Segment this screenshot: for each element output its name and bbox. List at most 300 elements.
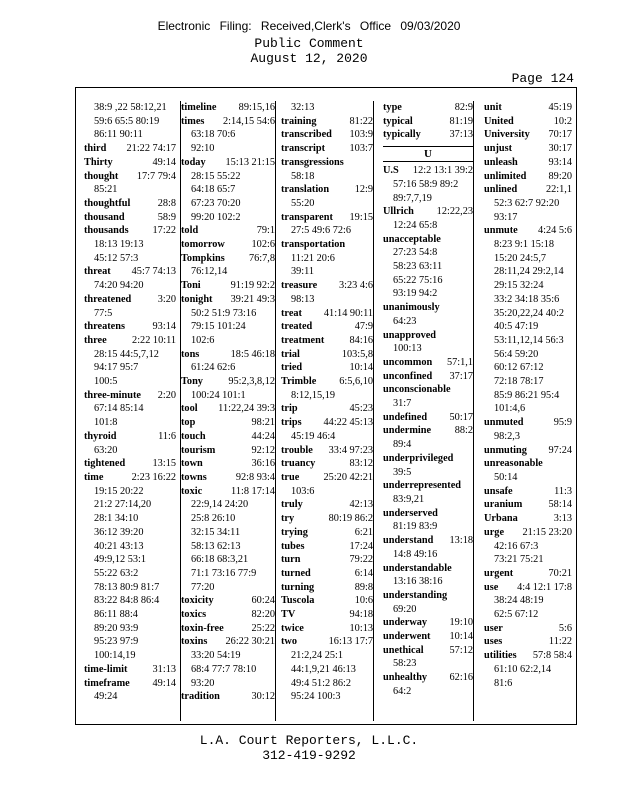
index-continuation-line xyxy=(181,197,275,211)
page-line-refs: 3:23 4:6 xyxy=(338,280,373,292)
index-continuation-line xyxy=(84,115,176,129)
page-line-refs: 92:12 xyxy=(251,444,275,456)
index-entry xyxy=(281,594,373,608)
index-term: understand xyxy=(383,535,434,547)
index-entry xyxy=(281,512,373,526)
index-term: treat xyxy=(281,307,302,319)
index-term: true xyxy=(281,471,300,483)
index-continuation-line xyxy=(281,265,373,279)
index-term: unjust xyxy=(484,143,513,155)
index-continuation-line xyxy=(181,361,275,375)
index-term: underwent xyxy=(383,631,431,643)
index-term: treatment xyxy=(281,334,325,346)
index-term: utilities xyxy=(484,650,517,662)
index-continuation-line xyxy=(484,430,572,444)
page-line-refs: 103:7 xyxy=(349,143,373,155)
index-entry xyxy=(383,644,473,658)
index-term: transportation xyxy=(281,239,346,251)
index-term: tourism xyxy=(181,444,216,456)
page-line-refs: 73:21 75:21 xyxy=(494,554,544,566)
page-line-refs: 66:18 68:3,21 xyxy=(191,554,249,566)
index-entry xyxy=(84,197,176,211)
index-entry xyxy=(484,128,572,142)
page-line-refs: 64:23 xyxy=(393,315,417,327)
page-line-refs: 36:16 xyxy=(251,458,275,470)
page-line-refs: 22:1,1 xyxy=(545,184,572,196)
index-continuation-line xyxy=(181,567,275,581)
page-line-refs: 29:15 32:24 xyxy=(494,280,544,292)
page-line-refs: 77:5 xyxy=(94,307,113,319)
index-continuation-line xyxy=(484,293,572,307)
page-line-refs: 65:22 75:16 xyxy=(393,274,443,286)
index-term: tried xyxy=(281,362,303,374)
page-line-refs: 102:6 xyxy=(191,334,215,346)
page-line-refs: 59:6 65:5 80:19 xyxy=(94,115,160,127)
index-term: training xyxy=(281,115,317,127)
index-continuation-line xyxy=(383,466,473,480)
page-line-refs: 19:15 20:22 xyxy=(94,485,144,497)
page-line-refs: 49:9,12 53:1 xyxy=(94,554,147,566)
index-continuation-line xyxy=(383,397,473,411)
index-entry xyxy=(484,444,572,458)
page-line-refs: 30:17 xyxy=(548,143,572,155)
index-continuation-line xyxy=(383,274,473,288)
page-line-refs: 25:8 26:10 xyxy=(191,513,236,525)
page-line-refs: 52:3 62:7 92:20 xyxy=(494,197,560,209)
index-continuation-line xyxy=(181,649,275,663)
index-continuation-line xyxy=(383,657,473,671)
index-term: town xyxy=(181,458,203,470)
page-line-refs: 10:13 xyxy=(349,622,373,634)
page-line-refs: 19:15 xyxy=(349,211,373,223)
index-continuation-line xyxy=(484,663,572,677)
page-line-refs: 93:20 xyxy=(191,677,215,689)
page-line-refs: 21:2,24 25:1 xyxy=(291,650,344,662)
index-continuation-line xyxy=(484,594,572,608)
page-line-refs: 40:5 47:19 xyxy=(494,321,539,333)
index-continuation-line xyxy=(84,252,176,266)
index-term: undefined xyxy=(383,411,428,423)
index-entry xyxy=(84,156,176,170)
page-line-refs: 58:9 xyxy=(157,211,176,223)
index-entry xyxy=(484,170,572,184)
index-continuation-line xyxy=(84,540,176,554)
page-line-refs: 33:4 97:23 xyxy=(328,444,373,456)
index-term: unreasonable xyxy=(484,458,543,470)
index-term: truancy xyxy=(281,458,316,470)
page-line-refs: 81:6 xyxy=(494,677,513,689)
index-entry xyxy=(181,238,275,252)
index-continuation-line xyxy=(484,211,572,225)
index-continuation-line xyxy=(84,553,176,567)
index-entry xyxy=(281,457,373,471)
index-continuation-line xyxy=(281,663,373,677)
index-entry xyxy=(281,156,373,170)
page-line-refs: 95:24 100:3 xyxy=(291,691,341,703)
index-term: threat xyxy=(84,266,111,278)
index-continuation-line xyxy=(84,416,176,430)
index-continuation-line xyxy=(484,389,572,403)
page-line-refs: 55:20 xyxy=(291,197,315,209)
index-entry xyxy=(181,293,275,307)
index-entry xyxy=(281,553,373,567)
index-entry xyxy=(281,581,373,595)
page-line-refs: 2:20 xyxy=(157,389,176,401)
index-continuation-line xyxy=(181,183,275,197)
index-term: unlimited xyxy=(484,170,527,182)
index-continuation-line xyxy=(84,635,176,649)
index-continuation-line xyxy=(383,493,473,507)
index-continuation-line xyxy=(84,128,176,142)
index-entry xyxy=(484,567,572,581)
filing-stamp: Electronic Filing: Received,Clerk's Office 09/03/2020 xyxy=(157,19,461,33)
page-line-refs: 63:18 70:6 xyxy=(191,129,236,141)
index-term: towns xyxy=(181,471,207,483)
page-line-refs: 45:19 xyxy=(548,102,572,113)
page-line-refs: 85:9 86:21 95:4 xyxy=(494,389,560,401)
page-line-refs: 39:5 xyxy=(393,466,412,478)
index-entry xyxy=(84,677,176,691)
index-term: thought xyxy=(84,170,119,182)
page-line-refs: 27:23 54:8 xyxy=(393,247,438,259)
page-line-refs: 60:12 67:12 xyxy=(494,362,544,374)
index-entry xyxy=(484,416,572,430)
page-line-refs: 10:14 xyxy=(449,631,473,643)
page-line-refs: 26:22 30:21 xyxy=(225,636,275,648)
page-line-refs: 13:16 38:16 xyxy=(393,576,443,588)
index-term: unhealthy xyxy=(383,672,428,684)
index-entry xyxy=(484,526,572,540)
page-line-refs: 95:9 xyxy=(553,417,572,429)
page-line-refs: 89:20 93:9 xyxy=(94,622,139,634)
index-continuation-line xyxy=(181,307,275,321)
page-line-refs: 64:18 65:7 xyxy=(191,184,236,196)
index-entry xyxy=(84,211,176,225)
page-line-refs: 103:9 xyxy=(349,129,373,141)
page-line-refs: 50:17 xyxy=(449,411,473,423)
index-term: thousand xyxy=(84,211,125,223)
index-entry xyxy=(181,608,275,622)
index-continuation-line xyxy=(84,375,176,389)
page-line-refs: 4:4 12:1 17:8 xyxy=(517,581,572,593)
page-line-refs: 70:21 xyxy=(548,567,572,579)
page-line-refs: 14:8 49:16 xyxy=(393,548,438,560)
index-term: top xyxy=(181,417,196,429)
index-term: uranium xyxy=(484,499,523,511)
page-line-refs: 10:14 xyxy=(349,362,373,374)
index-term: typically xyxy=(383,129,421,141)
index-entry xyxy=(84,265,176,279)
page-line-refs: 11:3 xyxy=(554,485,572,497)
index-continuation-line xyxy=(84,594,176,608)
page-line-refs: 101:4,6 xyxy=(494,403,526,415)
index-entry xyxy=(181,622,275,636)
index-entry xyxy=(181,457,275,471)
index-entry xyxy=(281,567,373,581)
index-term: undermine xyxy=(383,425,432,437)
page-line-refs: 58:14 xyxy=(548,499,572,511)
index-term: United xyxy=(484,115,514,127)
page-line-refs: 103:6 xyxy=(291,485,315,497)
index-continuation-line xyxy=(181,142,275,156)
title-line: Public Comment xyxy=(254,36,364,51)
page-line-refs: 57:8 58:4 xyxy=(532,650,572,662)
index-entry xyxy=(181,594,275,608)
page-line-refs: 70:17 xyxy=(548,129,572,141)
index-entry xyxy=(181,348,275,362)
page-line-refs: 47:9 xyxy=(354,321,373,333)
page-line-refs: 37:17 xyxy=(449,370,473,382)
page-line-refs: 49:4 51:2 86:2 xyxy=(291,677,352,689)
index-continuation-line xyxy=(181,677,275,691)
page-line-refs: 28:1 34:10 xyxy=(94,513,139,525)
index-term: transparent xyxy=(281,211,333,223)
index-entry xyxy=(383,101,473,115)
page-line-refs: 55:22 63:2 xyxy=(94,567,139,579)
index-entry xyxy=(281,635,373,649)
index-continuation-line xyxy=(84,512,176,526)
page-line-refs: 18:13 19:13 xyxy=(94,239,144,251)
document-title xyxy=(0,36,618,66)
page-line-refs: 64:2 xyxy=(393,685,412,697)
index-term: toxin-free xyxy=(181,622,224,634)
index-term: TV xyxy=(281,609,296,621)
page-line-refs: 36:12 39:20 xyxy=(94,526,144,538)
page-line-refs: 89:4 xyxy=(393,439,412,451)
page-line-refs: 57:1,1 xyxy=(446,356,473,368)
index-term: timeframe xyxy=(84,677,130,689)
page-line-refs: 31:7 xyxy=(393,398,412,410)
page-line-refs: 18:5 46:18 xyxy=(230,348,275,360)
index-continuation-line xyxy=(383,219,473,233)
page-line-refs: 37:13 xyxy=(449,129,473,141)
page-line-refs: 68:4 77:7 78:10 xyxy=(191,663,257,675)
page-number: Page 124 xyxy=(511,71,574,86)
page-line-refs: 100:24 101:1 xyxy=(191,389,246,401)
index-continuation-line xyxy=(484,677,572,691)
index-entry xyxy=(484,156,572,170)
page-line-refs: 42:16 67:3 xyxy=(494,540,539,552)
index-box xyxy=(75,87,577,725)
index-column-1 xyxy=(84,101,181,721)
index-term: unethical xyxy=(383,644,424,656)
page-line-refs: 94:17 95:7 xyxy=(94,362,139,374)
page-line-refs: 95:23 97:9 xyxy=(94,636,139,648)
index-term: Urbana xyxy=(484,513,518,525)
index-term: twice xyxy=(281,622,304,634)
page-line-refs: 6:14 xyxy=(354,567,373,579)
index-entry xyxy=(281,402,373,416)
index-term: touch xyxy=(181,430,206,442)
index-continuation-line xyxy=(281,101,373,115)
page-line-refs: 58:18 xyxy=(291,170,315,182)
page-line-refs: 77:20 xyxy=(191,581,215,593)
page-line-refs: 74:20 94:20 xyxy=(94,280,144,292)
index-term: unapproved xyxy=(383,329,437,341)
index-entry xyxy=(181,402,275,416)
index-entry xyxy=(484,485,572,499)
page-line-refs: 57:12 xyxy=(449,644,473,656)
page-line-refs: 93:17 xyxy=(494,211,518,223)
index-continuation-line xyxy=(84,567,176,581)
index-continuation-line xyxy=(181,553,275,567)
index-term: unlined xyxy=(484,184,518,196)
index-entry xyxy=(84,170,176,184)
index-term: toxicity xyxy=(181,595,214,607)
index-entry xyxy=(484,457,572,471)
page-line-refs: 81:19 xyxy=(449,115,473,127)
page-line-refs: 8:12,15,19 xyxy=(291,389,336,401)
index-term: trouble xyxy=(281,444,313,456)
index-term: tons xyxy=(181,348,200,360)
index-entry xyxy=(383,589,473,603)
index-term: third xyxy=(84,143,107,155)
index-term: trial xyxy=(281,348,300,360)
page-line-refs: 102:6 xyxy=(251,239,275,251)
page-line-refs: 89:20 xyxy=(548,170,572,182)
index-continuation-line xyxy=(383,438,473,452)
index-entry xyxy=(181,416,275,430)
index-continuation-line xyxy=(383,342,473,356)
index-continuation-line xyxy=(383,548,473,562)
index-continuation-line xyxy=(84,622,176,636)
index-column-3 xyxy=(279,101,374,721)
page-line-refs: 67:14 85:14 xyxy=(94,403,144,415)
index-entry xyxy=(484,635,572,649)
index-term: turned xyxy=(281,567,311,579)
index-term: urge xyxy=(484,526,505,538)
page-line-refs: 3:13 xyxy=(553,513,572,525)
page-line-refs: 45:7 74:13 xyxy=(131,266,176,278)
page-line-refs: 11:6 xyxy=(158,430,176,442)
index-term: use xyxy=(484,581,499,593)
index-term: timeline xyxy=(181,102,217,113)
page-line-refs: 84:16 xyxy=(349,334,373,346)
index-entry xyxy=(181,444,275,458)
page-line-refs: 69:20 xyxy=(393,603,417,615)
index-continuation-line xyxy=(484,402,572,416)
index-term: treasure xyxy=(281,280,318,292)
page-line-refs: 2:14,15 54:6 xyxy=(222,115,275,127)
page-line-refs: 98:2,3 xyxy=(494,430,521,442)
index-entry xyxy=(84,663,176,677)
index-continuation-line xyxy=(484,238,572,252)
index-entry xyxy=(181,279,275,293)
index-term: trips xyxy=(281,417,302,429)
page-line-refs: 5:6 xyxy=(558,622,572,634)
index-term: transcribed xyxy=(281,129,332,141)
page-line-refs: 13:15 xyxy=(152,458,176,470)
index-entry xyxy=(181,375,275,389)
index-continuation-line xyxy=(181,526,275,540)
index-term: turn xyxy=(281,554,301,566)
index-entry xyxy=(383,616,473,630)
index-continuation-line xyxy=(181,498,275,512)
index-entry xyxy=(484,183,572,197)
page-line-refs: 89:8 xyxy=(354,581,373,593)
index-continuation-line xyxy=(281,485,373,499)
index-entry xyxy=(383,507,473,521)
page-line-refs: 2:22 10:11 xyxy=(132,334,176,346)
page-line-refs: 45:23 xyxy=(349,403,373,415)
index-term: transcript xyxy=(281,143,326,155)
index-term: toxins xyxy=(181,636,208,648)
page-line-refs: 98:21 xyxy=(251,417,275,429)
index-entry xyxy=(383,356,473,370)
page-line-refs: 57:16 58:9 89:2 xyxy=(393,178,459,190)
index-term: University xyxy=(484,129,530,141)
index-entry xyxy=(281,307,373,321)
index-term: thousands xyxy=(84,225,129,237)
index-entry xyxy=(281,416,373,430)
page-line-refs: 85:21 xyxy=(94,184,118,196)
page-line-refs: 28:8 xyxy=(157,197,176,209)
page-line-refs: 100:5 xyxy=(94,376,118,388)
page-line-refs: 60:24 xyxy=(251,595,275,607)
index-continuation-line xyxy=(281,677,373,691)
index-entry xyxy=(181,115,275,129)
index-term: three-minute xyxy=(84,389,141,401)
index-continuation-line xyxy=(84,307,176,321)
page-line-refs: 97:24 xyxy=(548,444,572,456)
index-continuation-line xyxy=(84,649,176,663)
index-continuation-line xyxy=(484,540,572,554)
page-line-refs: 62:16 xyxy=(449,672,473,684)
page-line-refs: 83:12 xyxy=(349,458,373,470)
index-continuation-line xyxy=(281,690,373,704)
page-line-refs: 19:10 xyxy=(449,617,473,629)
page-line-refs: 91:19 92:2 xyxy=(230,280,275,292)
index-term: underrepresented xyxy=(383,480,461,492)
index-term: urgent xyxy=(484,567,514,579)
index-continuation-line xyxy=(484,348,572,362)
index-continuation-line xyxy=(484,375,572,389)
index-term: unanimously xyxy=(383,302,440,314)
page-line-refs: 6:21 xyxy=(354,526,373,538)
page-line-refs: 61:24 62:6 xyxy=(191,362,236,374)
index-term: threatened xyxy=(84,293,132,305)
index-continuation-line xyxy=(484,279,572,293)
page-line-refs: 10:2 xyxy=(553,115,572,127)
index-entry xyxy=(281,142,373,156)
index-term: turning xyxy=(281,581,315,593)
page-line-refs: 50:14 xyxy=(494,471,518,483)
page-line-refs: 101:8 xyxy=(94,417,118,429)
index-continuation-line xyxy=(484,197,572,211)
index-entry xyxy=(383,301,473,315)
index-term: Trimble xyxy=(281,376,317,388)
page-line-refs: 39:11 xyxy=(291,266,315,278)
index-term: truly xyxy=(281,499,303,511)
index-entry xyxy=(281,128,373,142)
index-continuation-line xyxy=(383,287,473,301)
index-term: understandable xyxy=(383,562,452,574)
index-continuation-line xyxy=(484,553,572,567)
page-line-refs: 21:15 23:20 xyxy=(522,526,572,538)
index-entry xyxy=(181,690,275,704)
page-line-refs: 76:7,8 xyxy=(248,252,275,264)
page-line-refs: 17:24 xyxy=(349,540,373,552)
index-continuation-line xyxy=(181,389,275,403)
reporter-name: L.A. Court Reporters, L.L.C. xyxy=(199,733,419,748)
index-entry xyxy=(484,142,572,156)
index-entry xyxy=(484,498,572,512)
page-line-refs: 58:13 62:13 xyxy=(191,540,241,552)
index-term: three xyxy=(84,334,107,346)
index-continuation-line xyxy=(84,348,176,362)
page-line-refs: 89:15,16 xyxy=(238,102,275,113)
page-line-refs: 15:20 24:5,7 xyxy=(494,252,547,264)
